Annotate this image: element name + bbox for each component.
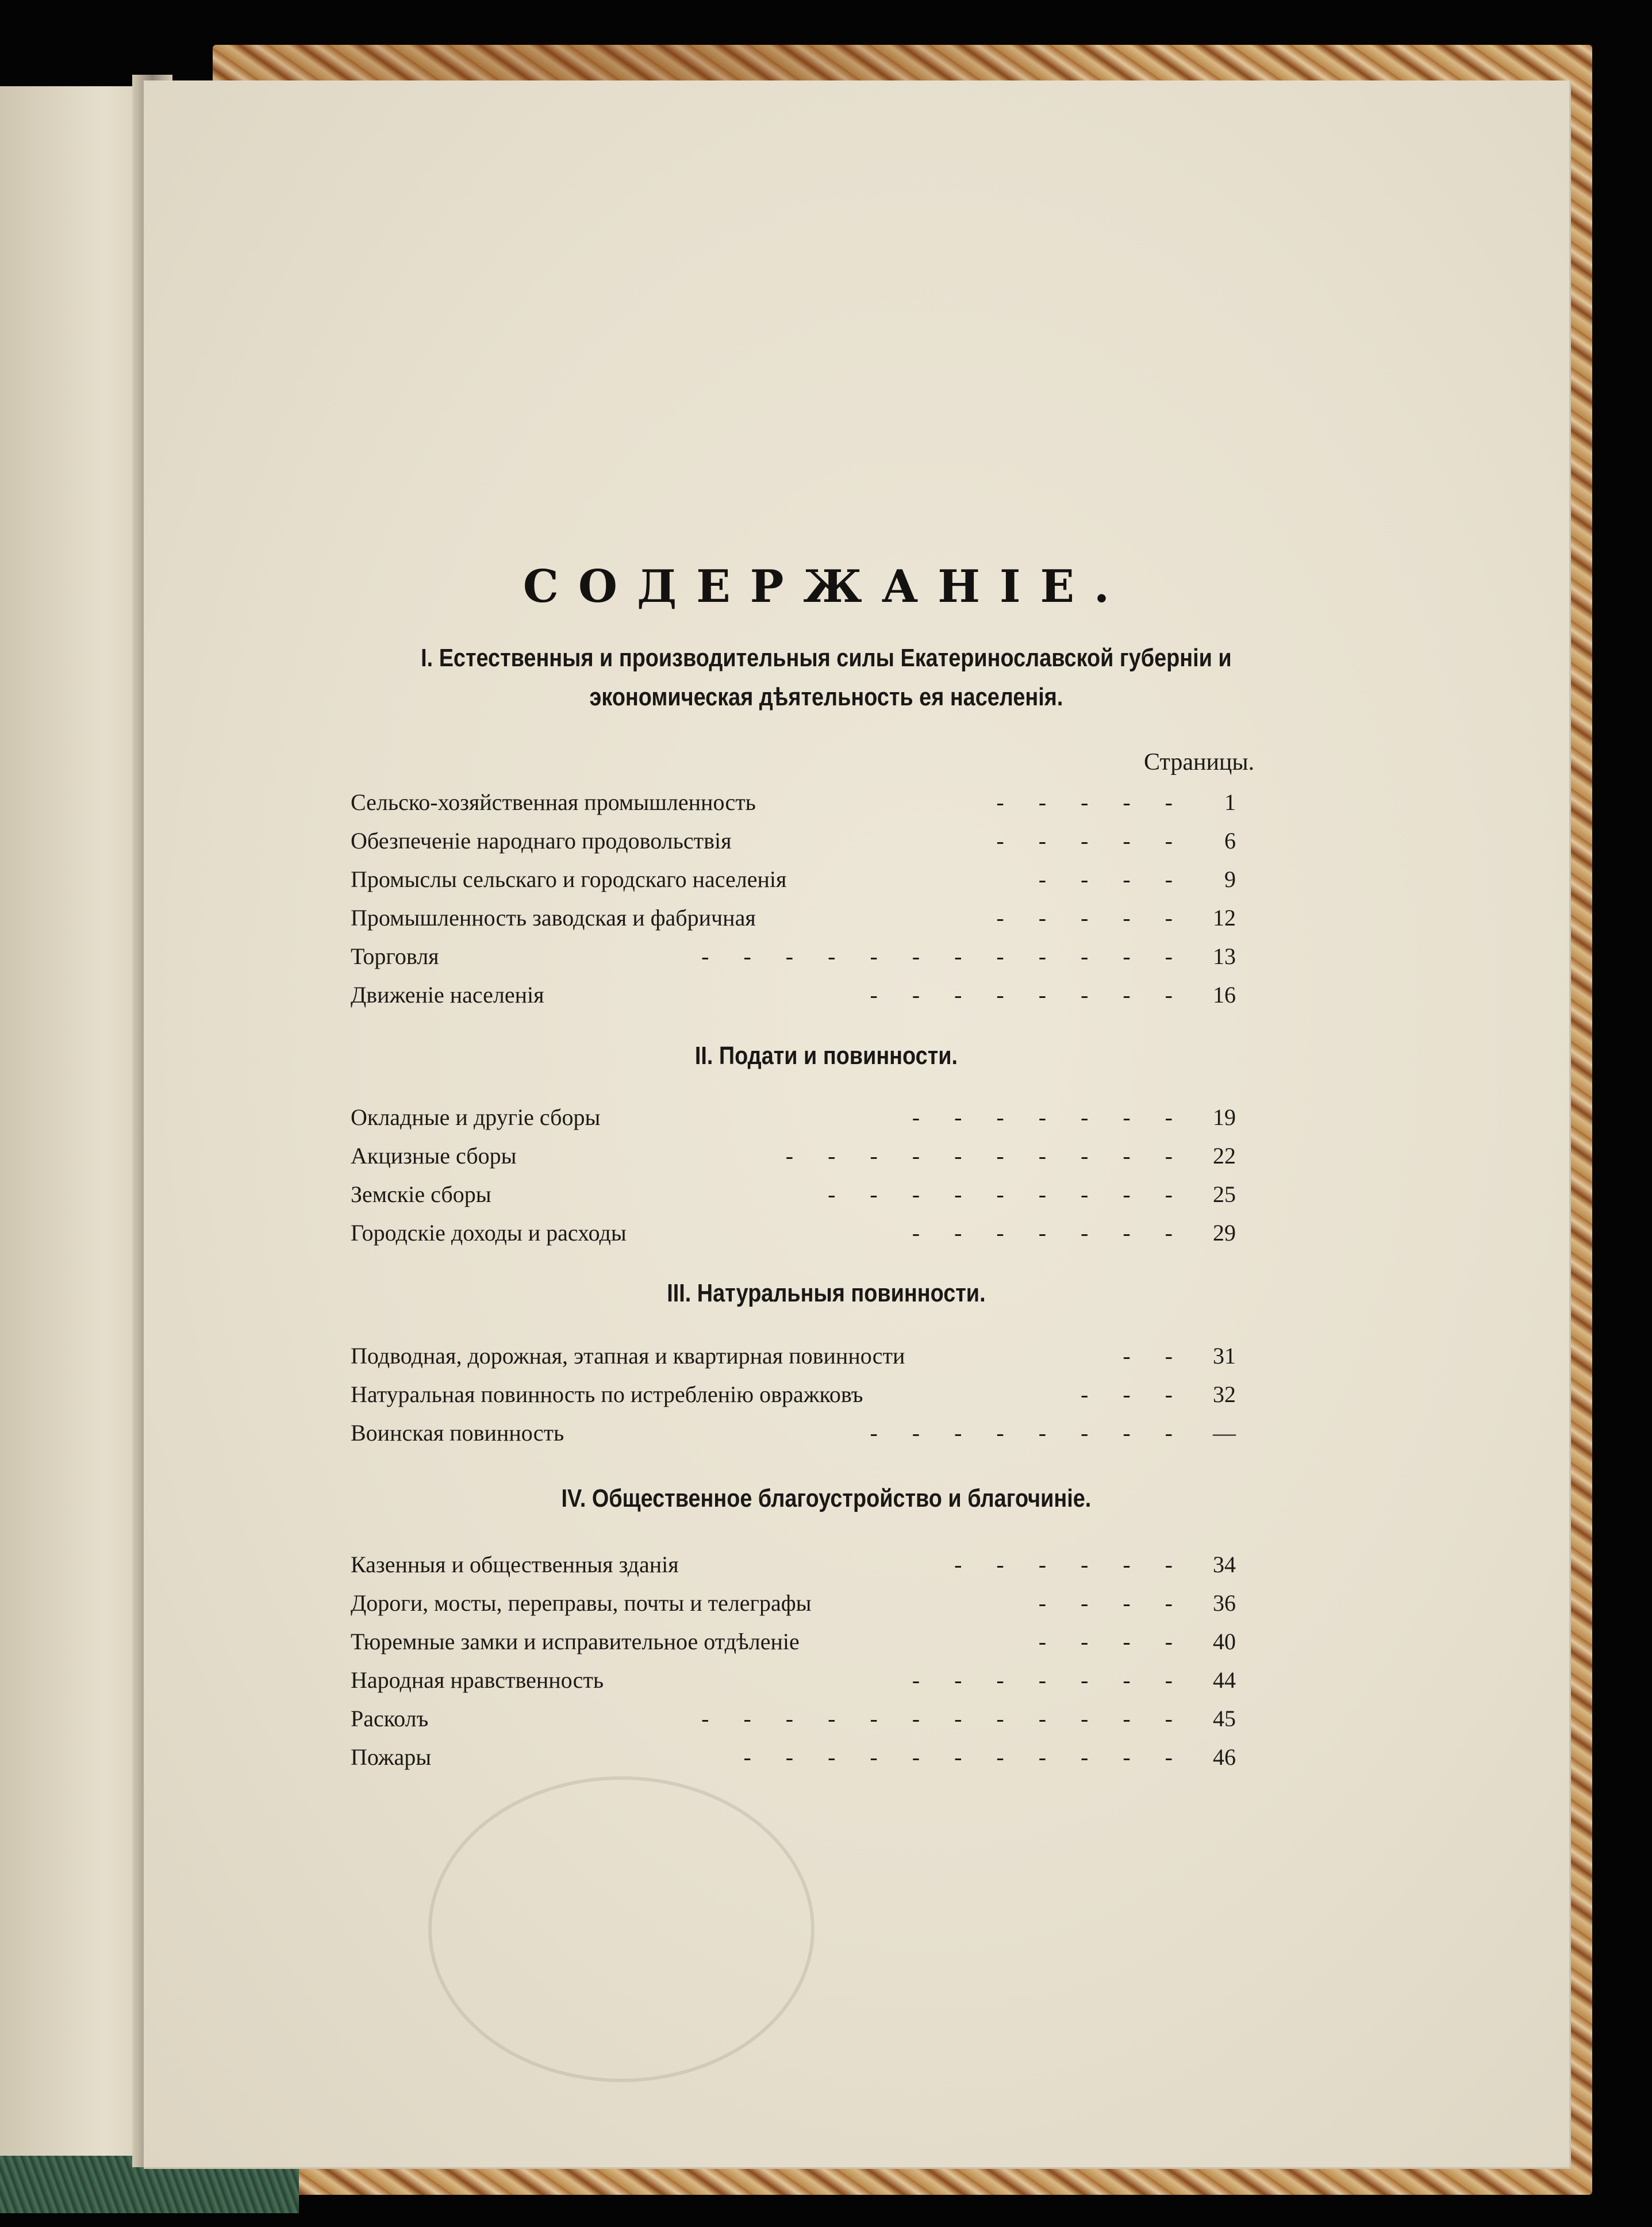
toc-entry-label: Сельско-хозяйственная промышленность	[351, 789, 756, 815]
dot-leader: - - - - - - - - - - -	[743, 1744, 1173, 1770]
toc-entry-page: 19	[1213, 1104, 1236, 1130]
page-title: СОДЕРЖАНІЕ.	[523, 560, 1129, 613]
toc-entry-page: 9	[1224, 866, 1236, 892]
dot-leader: - - - -	[1038, 1590, 1173, 1616]
toc-entry	[351, 943, 1236, 977]
toc-entry-label: Обезпеченіе народнаго продовольствія	[351, 828, 732, 854]
toc-entry	[351, 1705, 1236, 1740]
toc-entry-page: 12	[1213, 905, 1236, 931]
toc-entry	[351, 827, 1236, 862]
toc-entry	[351, 1181, 1236, 1215]
toc-entry-label: Казенныя и общественныя зданія	[351, 1552, 679, 1577]
toc-entry	[351, 1219, 1236, 1254]
dot-leader: - - - - - - -	[912, 1104, 1173, 1130]
toc-entry-label: Акцизные сборы	[351, 1143, 517, 1169]
toc-entry-label: Воинская повинность	[351, 1420, 564, 1446]
toc-entry	[351, 1628, 1236, 1662]
toc-entry-label: Промышленность заводская и фабричная	[351, 905, 756, 931]
toc-entry-page: 45	[1213, 1706, 1236, 1731]
toc-entry-label: Пожары	[351, 1744, 432, 1770]
section-1-heading-line-2: экономическая дѣятельность ея населенія.	[589, 683, 1063, 711]
toc-entry	[351, 1419, 1236, 1454]
toc-entry-label: Натуральная повинность по истребленію овражковъ	[351, 1381, 863, 1407]
toc-entry	[351, 1744, 1236, 1778]
toc-entry	[351, 866, 1236, 900]
toc-entry-page: 40	[1213, 1629, 1236, 1654]
toc-entry-page: 36	[1213, 1590, 1236, 1616]
toc-entry-label: Тюремные замки и исправительное отдѣленіе	[351, 1629, 800, 1654]
toc-entry	[351, 981, 1236, 1016]
dot-leader: - - - - - - - -	[870, 982, 1173, 1008]
dot-leader: - -	[1123, 1343, 1173, 1369]
dot-leader: - - - - - -	[954, 1552, 1173, 1577]
toc-entry	[351, 789, 1236, 823]
dot-leader: - - - - -	[996, 789, 1173, 815]
toc-entry	[351, 1342, 1236, 1377]
toc-entry	[351, 1104, 1236, 1138]
facing-page	[0, 86, 149, 2156]
pages-column-label: Страницы.	[1144, 749, 1255, 775]
dot-leader: - - - - - - - - - -	[785, 1143, 1173, 1169]
toc-entry-page: —	[1213, 1420, 1236, 1446]
toc-entry-page: 34	[1213, 1552, 1236, 1577]
toc-entry-page: 13	[1213, 943, 1236, 969]
toc-entry-page: 22	[1213, 1143, 1236, 1169]
toc-entry-label: Движеніе населенія	[351, 982, 544, 1008]
toc-entry-label: Окладные и другіе сборы	[351, 1104, 601, 1130]
toc-entry-page: 31	[1213, 1343, 1236, 1369]
toc-entry-page: 29	[1213, 1220, 1236, 1246]
toc-entry-label: Городскіе доходы и расходы	[351, 1220, 627, 1246]
toc-entry-label: Торговля	[351, 943, 439, 969]
toc-entry-page: 6	[1224, 828, 1236, 854]
dot-leader: - - - - - - -	[912, 1220, 1173, 1246]
toc-entry-page: 44	[1213, 1667, 1236, 1693]
toc-entry-label: Промыслы сельскаго и городскаго населенія	[351, 866, 787, 892]
dot-leader: - - - - - - - - - - - -	[701, 1706, 1173, 1731]
toc-entry	[351, 1589, 1236, 1624]
toc-entry	[351, 1551, 1236, 1585]
toc-entry-page: 1	[1224, 789, 1236, 815]
toc-entry	[351, 904, 1236, 939]
toc-entry	[351, 1142, 1236, 1177]
section-1-heading-line-1: I. Естественныя и производительныя силы Екатеринославской губерніи и	[421, 644, 1232, 672]
section-3-heading: III. Натуральныя повинности.	[667, 1279, 986, 1307]
dot-leader: - - - - - - -	[912, 1667, 1173, 1693]
toc-entry-label: Дороги, мосты, переправы, почты и телеграфы	[351, 1590, 812, 1616]
toc-entry-label: Расколъ	[351, 1706, 429, 1731]
toc-entry-page: 16	[1213, 982, 1236, 1008]
toc-entry-page: 25	[1213, 1181, 1236, 1207]
toc-entry-page: 46	[1213, 1744, 1236, 1770]
toc-entry-page: 32	[1213, 1381, 1236, 1407]
dot-leader: - - - - - - - - -	[828, 1181, 1173, 1207]
dot-leader: - - - - -	[996, 905, 1173, 931]
toc-entry	[351, 1381, 1236, 1415]
dot-leader: - - - - - - - -	[870, 1420, 1173, 1446]
section-2-heading: II. Подати и повинности.	[694, 1042, 958, 1070]
section-4-heading: IV. Общественное благоустройство и благочиніе.	[561, 1484, 1092, 1512]
library-stamp-showthrough	[428, 1776, 815, 2082]
toc-entry-label: Земскіе сборы	[351, 1181, 491, 1207]
dot-leader: - - -	[1081, 1381, 1173, 1407]
dot-leader: - - - -	[1038, 866, 1173, 892]
toc-entry	[351, 1667, 1236, 1701]
toc-entry-label: Народная нравственность	[351, 1667, 604, 1693]
toc-entry-label: Подводная, дорожная, этапная и квартирная повинности	[351, 1343, 905, 1369]
dot-leader: - - - - - - - - - - - -	[701, 943, 1173, 969]
dot-leader: - - - -	[1038, 1629, 1173, 1654]
dot-leader: - - - - -	[996, 828, 1173, 854]
